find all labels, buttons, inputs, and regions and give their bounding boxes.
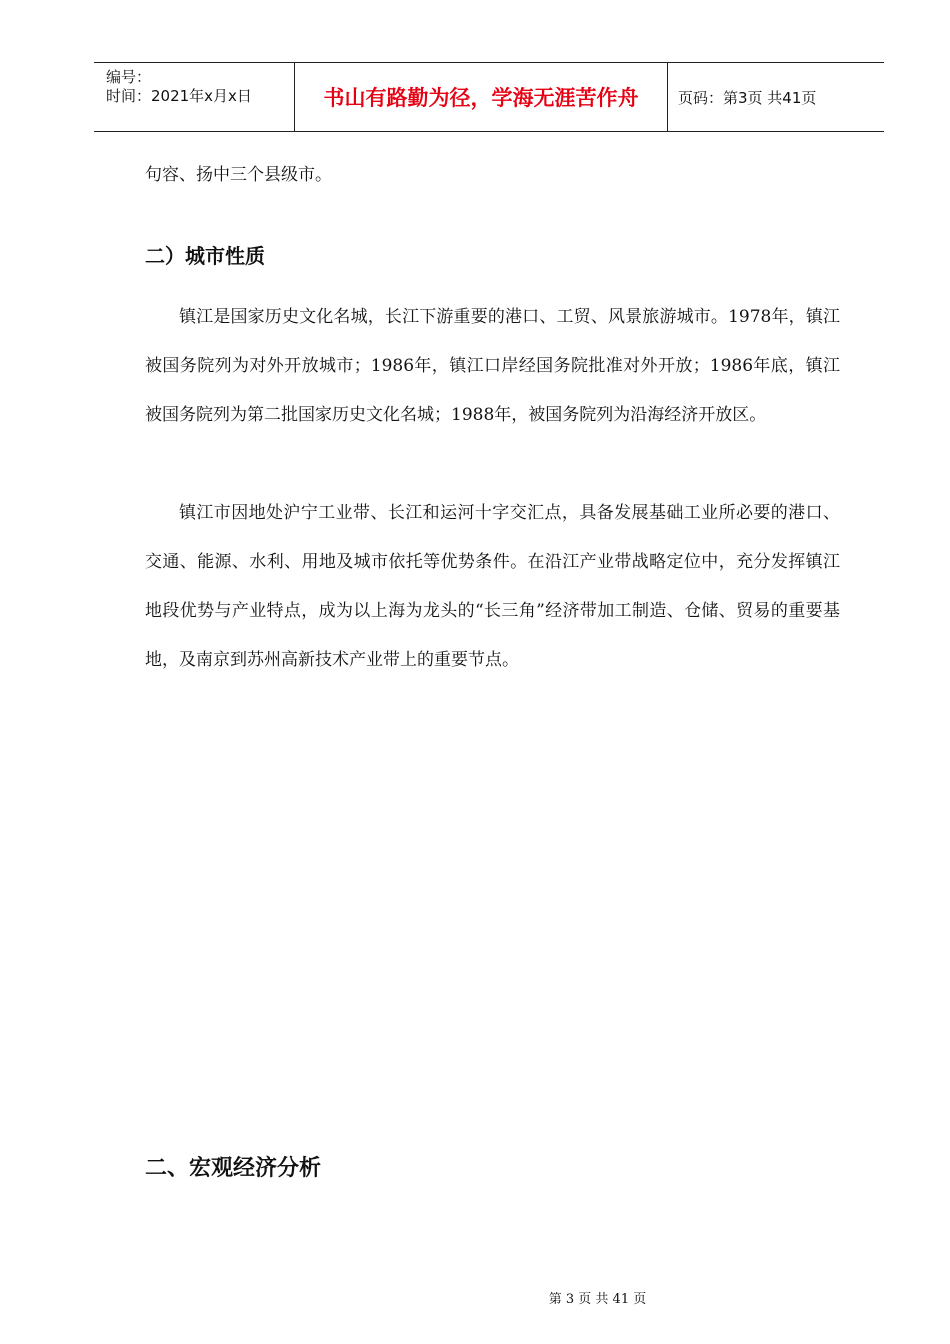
page-footer: 第 3 页 共 41 页 bbox=[548, 1292, 647, 1307]
document-number-label: 编号： bbox=[106, 68, 152, 86]
header-motto: 书山有路勤为径，学海无涯苦作舟 bbox=[323, 86, 639, 110]
section-heading-macro-economy: 二、宏观经济分析 bbox=[145, 1156, 322, 1181]
continuation-text: 句容、扬中三个县级市。 bbox=[145, 165, 332, 185]
section-heading-city-nature: 二）城市性质 bbox=[145, 244, 265, 268]
document-time-label: 时间：2021年x月x日 bbox=[106, 87, 252, 105]
header-motto-cell bbox=[295, 63, 668, 131]
page-header bbox=[94, 62, 884, 132]
header-page-cell bbox=[668, 63, 884, 131]
paragraph-advantages: 镇江市因地处沪宁工业带、长江和运河十字交汇点，具备发展基础工业所必要的港口、交通、能源、水利、用地及城市依托等优势条件。在沿江产业带战略定位中，充分发挥镇江地段优势与产业特点，成为以上海为龙头的“长三角”经济带加工制造、仓储、贸易的重要基地，及南京到苏州高新技术产业带上的重要节点。 bbox=[145, 503, 840, 670]
header-page-info: 页码：第3页 共41页 bbox=[678, 88, 817, 107]
header-meta-cell bbox=[94, 63, 295, 131]
paragraph-city-nature: 镇江是国家历史文化名城，长江下游重要的港口、工贸、风景旅游城市。1978年，镇江被国务院列为对外开放城市；1986年，镇江口岸经国务院批准对外开放；1986年底，镇江被国务院列为第二批国家历史文化名城；1988年，被国务院列为沿海经济开放区。 bbox=[145, 307, 840, 425]
